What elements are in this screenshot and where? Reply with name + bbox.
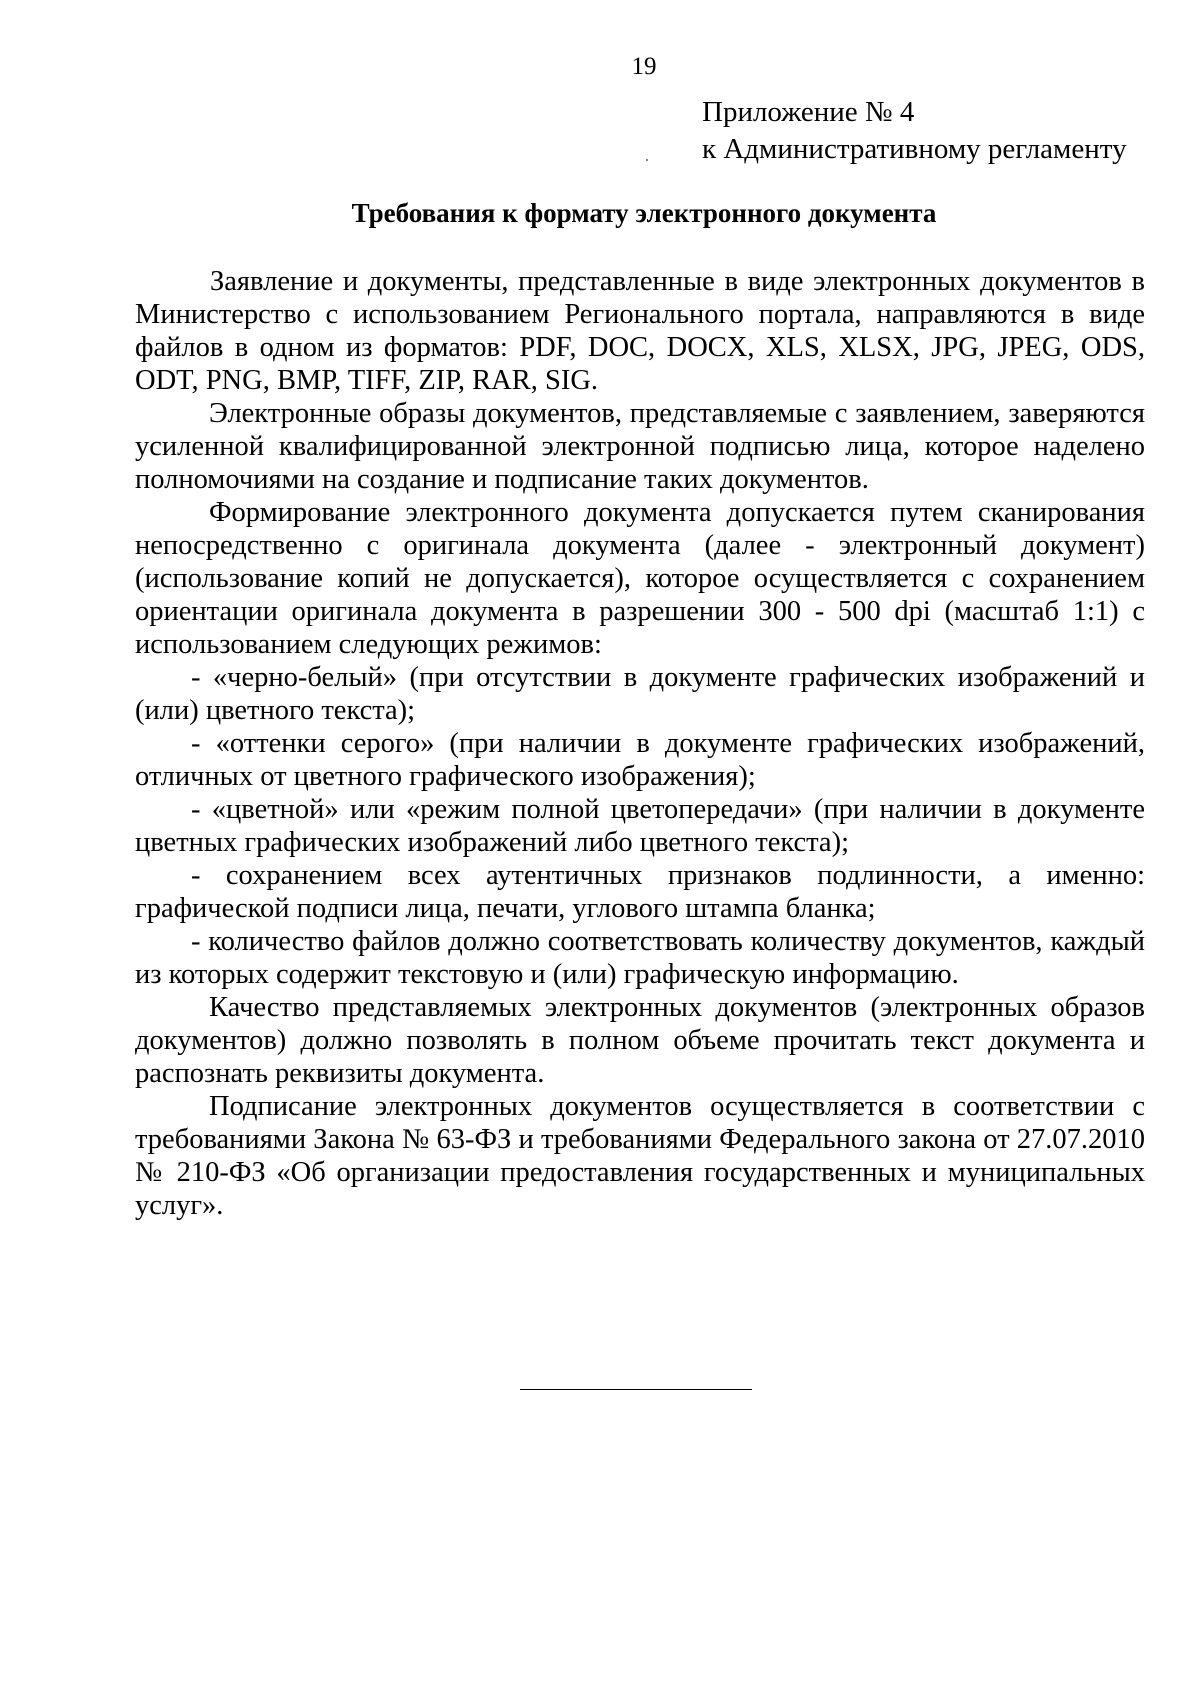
- scan-speck: [646, 159, 648, 161]
- paragraph-electronic-images: Электронные образы документов, представляемые с заявлением, заверяются усиленной квалифицированной электронной подписью лица, которое наделено полномочиями на создание и подписание таких документов.: [135, 398, 1145, 495]
- end-of-document-rule: [520, 1389, 752, 1390]
- list-item-file-count: - количество файлов должно соответствовать количеству документов, каждый из которых содержит текстовую и (или) графическую информацию.: [135, 926, 1145, 990]
- list-item-grayscale: - «оттенки серого» (при наличии в документе графических изображений, отличных от цветного графического изображения);: [135, 728, 1145, 792]
- appendix-regulation: к Административному регламенту: [702, 133, 1127, 165]
- list-item-color: - «цветной» или «режим полной цветопередачи» (при наличии в документе цветных графических изображений либо цветного текста);: [135, 794, 1145, 858]
- page-number: 19: [631, 53, 657, 80]
- paragraph-quality: Качество представляемых электронных документов (электронных образов документов) должно позволять в полном объеме прочитать текст документа и распознать реквизиты документа.: [135, 992, 1145, 1089]
- list-item-authenticity: - сохранением всех аутентичных признаков подлинности, а именно: графической подписи лица, печати, углового штампа бланка;: [135, 860, 1145, 924]
- paragraph-scanning-requirements: Формирование электронного документа допускается путем сканирования непосредственно с оригинала документа (далее - электронный документ) (использование копий не допускается), которое осуществляется с сохранением ориентации оригинала документа в разрешении 300 - 500 dpi (масштаб 1:1) с использованием следующих режимов:: [135, 497, 1145, 660]
- list-item-black-white: - «черно-белый» (при отсутствии в документе графических изображений и (или) цветного текста);: [135, 662, 1145, 726]
- appendix-reference: [702, 94, 1127, 168]
- paragraph-file-formats: Заявление и документы, представленные в виде электронных документов в Министерство с использованием Регионального портала, направляются в виде файлов в одном из форматов: PDF, DOC, DOCX, XLS, XLSX, JPG, JPEG, ODS, ODT, PNG, BMP, TIFF, ZIP, RAR, SIG.: [135, 266, 1145, 396]
- document-title: Требования к формату электронного документа: [351, 198, 937, 228]
- appendix-number: Приложение № 4: [702, 96, 915, 128]
- document-body: [135, 265, 1145, 1222]
- paragraph-signing: Подписание электронных документов осуществляется в соответствии с требованиями Закона № 63-ФЗ и требованиями Федерального закона от 27.07.2010 № 210-ФЗ «Об организации предоставления государственных и муниципальных услуг».: [135, 1091, 1145, 1221]
